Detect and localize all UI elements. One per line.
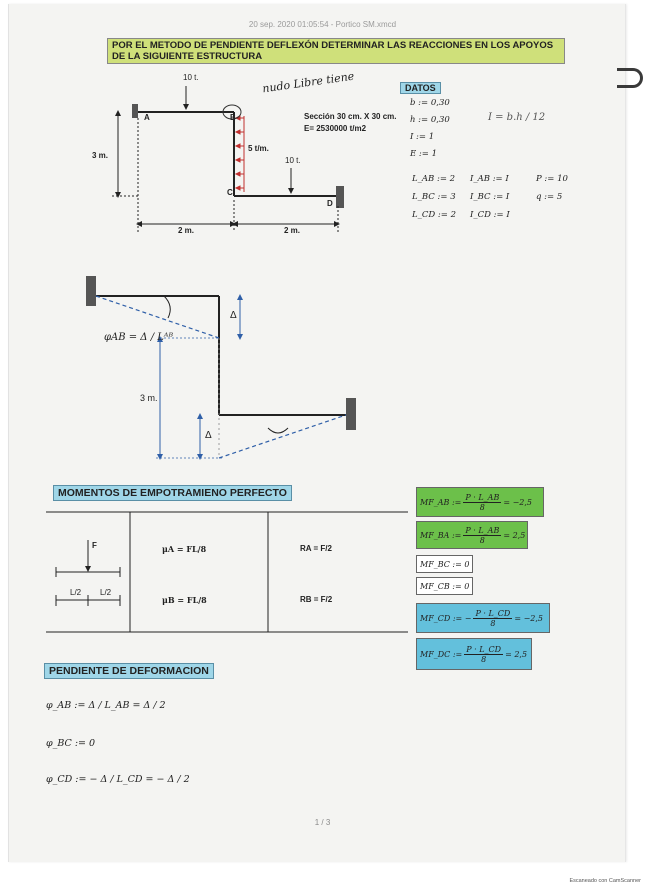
mf-dc-fraction: $\frac{P \cdot L\_CD}{8}$ — [466, 644, 502, 664]
table-half-left: L/2 — [70, 588, 82, 597]
mf-ba-fraction: $\frac{P \cdot L\_AB}{8}$ — [465, 525, 500, 545]
datos-handwritten: I = b.h / 12 — [488, 112, 546, 123]
pendiente-heading: PENDIENTE DE DEFORMACION — [44, 663, 214, 679]
handwritten-phi: φAB = Δ / Lᴬᴮ — [104, 332, 174, 343]
phi-ab: φ_AB := Δ / L_AB = Δ / 2 — [46, 700, 166, 711]
table-rb: RB = F/2 — [300, 595, 333, 604]
datos-i: I := 1 — [410, 132, 435, 142]
distributed-load-label: 5 t/m. — [248, 144, 269, 153]
datos-ibc: I_BC := I — [470, 192, 510, 202]
delta-top-label: Δ — [230, 310, 237, 321]
datos-lab: L_AB := 2 — [412, 174, 456, 184]
deformation-height-label: 3 m. — [140, 393, 158, 403]
table-load-label: F — [92, 541, 97, 550]
node-b-label: B — [230, 113, 236, 122]
mf-ba-rhs: = 2,5 — [503, 530, 526, 540]
table-ra: RA = F/2 — [300, 544, 332, 553]
mf-ab-rhs: = −2,5 — [503, 497, 532, 507]
mf-bc-box — [416, 555, 473, 573]
mf-ab-lhs: MF_AB := — [420, 497, 462, 507]
datos-h: h := 0,30 — [410, 115, 450, 125]
handwritten-note: nudo Libre tiene — [261, 69, 355, 96]
phi-bc: φ_BC := 0 — [46, 738, 96, 749]
support-a-hatch — [132, 104, 138, 118]
datos-p: P := 10 — [536, 174, 568, 184]
table-half-right: L/2 — [100, 588, 112, 597]
datos-lbc: L_BC := 3 — [412, 192, 456, 202]
section-text: Sección 30 cm. X 30 cm. — [304, 112, 397, 121]
delta-bottom-label: Δ — [205, 430, 212, 441]
problem-title: POR EL METODO DE PENDIENTE DEFLEXÓN DETERMINAR LAS REACCIONES EN LOS APOYOS DE LA SIGUIENTE ESTRUCTURA — [107, 38, 565, 64]
mf-cb-box — [416, 577, 473, 595]
datos-lcd: L_CD := 2 — [412, 210, 457, 220]
span-right-label: 2 m. — [284, 226, 301, 235]
node-a-label: A — [144, 113, 150, 122]
phi-cd: φ_CD := − Δ / L_CD = − Δ / 2 — [46, 774, 190, 785]
height-label: 3 m. — [92, 151, 109, 160]
node-d-label: D — [327, 199, 333, 208]
datos-q: q := 5 — [536, 192, 563, 202]
mf-ba-lhs: MF_BA := — [420, 530, 462, 540]
page-number: 1 / 3 — [314, 818, 331, 827]
span-left-label: 2 m. — [178, 226, 195, 235]
datos-iab: I_AB := I — [470, 174, 509, 184]
node-c-label: C — [227, 188, 233, 197]
table-ma: μA = FL/8 — [162, 544, 207, 554]
momentos-heading: MOMENTOS DE EMPOTRAMIENO PERFECTO — [53, 485, 292, 501]
mf-ab-box — [416, 487, 544, 517]
header-timestamp: 20 sep. 2020 01:05:54 - Portico SM.xmcd — [248, 20, 397, 29]
modulus-text: E= 2530000 t/m2 — [304, 124, 367, 133]
mf-ab-fraction: $\frac{P \cdot L\_AB}{8}$ — [465, 492, 500, 512]
mf-cb-lhs: MF_CB := 0 — [420, 581, 470, 591]
datos-icd: I_CD := I — [470, 210, 510, 220]
mf-dc-lhs: MF_DC := — [420, 649, 463, 659]
scanner-footer: Escaneado con CamScanner — [569, 878, 641, 884]
mf-dc-rhs: = 2,5 — [505, 649, 528, 659]
table-mb: μB = FL/8 — [162, 595, 207, 605]
load-top-label: 10 t. — [183, 73, 199, 82]
datos-e: E := 1 — [410, 149, 438, 159]
mf-bc-lhs: MF_BC := 0 — [420, 559, 470, 569]
load-right-label: 10 t. — [285, 156, 301, 165]
datos-heading: DATOS — [400, 82, 441, 94]
mf-ba-box — [416, 521, 528, 549]
mf-cd-box — [416, 603, 550, 633]
mf-cd-fraction: $\frac{P \cdot L\_CD}{8}$ — [475, 608, 511, 628]
datos-b: b := 0,30 — [410, 98, 450, 108]
mf-cd-lhs: MF_CD := − — [420, 613, 472, 623]
mf-dc-box — [416, 638, 532, 670]
mf-cd-rhs: = −2,5 — [514, 613, 543, 623]
